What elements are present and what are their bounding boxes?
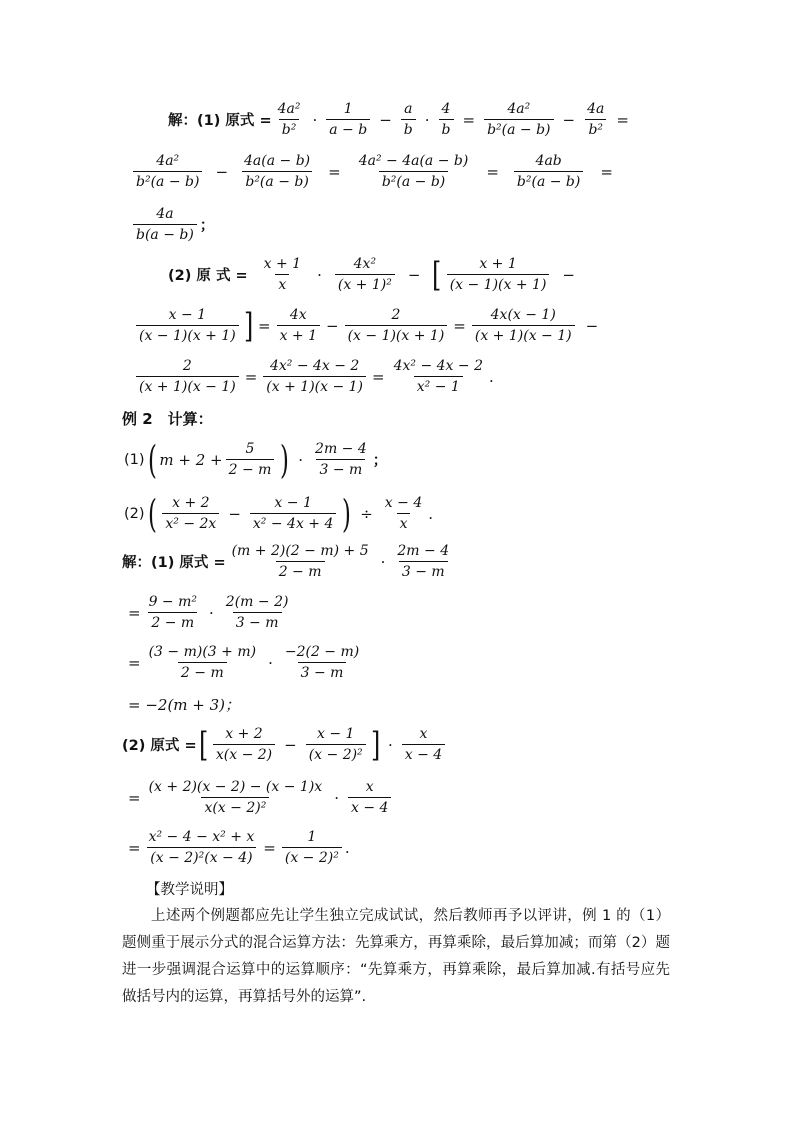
fraction: $\frac{(3 - m)(3 + m)}{2 - m}$ xyxy=(148,644,257,681)
fraction: $\frac{(m + 2)(2 - m) + 5}{2 - m}$ xyxy=(231,543,369,580)
question-label: (2) xyxy=(124,505,145,522)
solution-label: 解：(1) 原式 = xyxy=(168,113,272,129)
ex2-s3: = $\frac{(3 - m)(3 + m)}{2 - m}$ · $\frac{-2(2 - m)}{3 - m}$ xyxy=(126,643,365,682)
fraction: $\frac{x - 1}{\text{x² − 4x + 4}}$ xyxy=(250,494,336,533)
fraction: $\frac{x}{x - 4}$ xyxy=(402,725,445,764)
note-body: 上述两个例题都应先让学生独立完成试试，然后教师再予以评讲，例 1 的（1）题侧重于展示分式的混合运算方法：先算乘方，再算乘除，最后算加减；而第（2）题进一步强调混合运算中的运算顺序：“先算乘方，再算乘除，最后算加减.有括号应先做括号内的运算，再算括号外的运算”. xyxy=(122,908,670,1005)
fraction: $\frac{x + 1}{x}$ xyxy=(263,256,302,293)
fraction: $\frac{2}{(x + 1)(x - 1)}$ xyxy=(136,357,239,396)
ex2-s6: = $\frac{(x + 2)(x - 2) - (x - 1)x}{\text{x(x − 2)²}}$ · $\frac{x}{x - 4}$ xyxy=(126,778,394,817)
fraction: $\frac{x + 2}{\text{x² − 2x}}$ xyxy=(162,494,219,533)
fraction: $\frac{4a}{b(a - b)}$ xyxy=(133,205,197,244)
ex1-p2-line2: $\frac{x - 1}{(x - 1)(x + 1)}$ ] = $\frac{4x}{x + 1}$ − $\frac{2}{(x - 1)(x + 1)}$ = $\frac{4x(x - 1)}{(x + 1)(x - 1)}$ − xyxy=(133,306,606,345)
fraction: $\frac{x + 1}{(x - 1)(x + 1)}$ xyxy=(447,255,550,294)
note-heading: 【教学说明】 xyxy=(146,882,233,898)
fraction: $\frac{\text{4a²}}{\text{b²}}$ xyxy=(277,101,301,138)
fraction: $\frac{(x + 2)(x - 2) - (x - 1)x}{\text{x(x − 2)²}}$ xyxy=(148,779,323,816)
ex2-s4: = −2(m + 3)； xyxy=(128,696,241,714)
fraction: $\frac{x - 1}{\text{(x − 2)²}}$ xyxy=(306,725,366,764)
fraction: $\frac{x + 2}{x(x - 2)}$ xyxy=(213,725,275,764)
fraction: $\frac{4a(a - b)}{\text{b²(a − b)}}$ xyxy=(244,153,311,190)
part-label: (2) 原式 = xyxy=(122,738,197,754)
fraction: $\frac{x}{x - 4}$ xyxy=(348,778,391,817)
ex1-p1-line2: $\frac{\text{4a²}}{\text{b²(a − b)}}$ − $\frac{4a(a - b)}{\text{b²(a − b)}}$ = $\frac{\text{4a² − 4a(a − b)}}{\text{b²(a − b)}}$ = $\frac{4ab}{\text{b²(a − b)}}$ = xyxy=(130,152,627,191)
example-2-title: 例 2 计算： xyxy=(122,410,213,428)
ex1-p2-line3: $\frac{2}{(x + 1)(x - 1)}$ = $\frac{\text{4x² − 4x − 2}}{(x + 1)(x - 1)}$ = $\frac{\text{4x² − 4x − 2}}{\text{x² − 1}}$ . xyxy=(133,357,494,396)
fraction: $\frac{2(m - 2)}{3 - m}$ xyxy=(225,594,289,631)
fraction: $\frac{\text{x² − 4 − x² + x}}{\text{(x − 2)²(x − 4)}}$ xyxy=(148,829,255,866)
ex2-q2: (2) ( $\frac{x + 2}{\text{x² − 2x}}$ − $\frac{x - 1}{\text{x² − 4x + 4}}$ ) ÷ $\frac{x - 4}{x}$ . xyxy=(124,491,434,536)
fraction: $\frac{1}{a - b}$ xyxy=(326,100,370,139)
fraction: $\frac{\text{4x² − 4x − 2}}{(x + 1)(x - 1)}$ xyxy=(263,357,366,396)
fraction: $\frac{2}{(x - 1)(x + 1)}$ xyxy=(345,306,448,345)
fraction: $\frac{4}{b}$ xyxy=(439,100,454,139)
ex1-p1-line3: $\frac{4a}{b(a - b)}$ ； xyxy=(130,205,214,244)
fraction: $\frac{2m - 4}{3 - m}$ xyxy=(315,441,367,478)
ex1-p1-line1: 解：(1) 原式 = $\frac{\text{4a²}}{\text{b²}}$ · $\frac{1}{a - b}$ − $\frac{a}{b}$ · $\frac{4}{b}$ = $\frac{\text{4a²}}{\text{b²(a − b)}}$ − $\frac{4a}{\text{b²}}$ = xyxy=(168,101,629,138)
fraction: $\frac{\text{9 − m²}}{2 - m}$ xyxy=(148,594,198,631)
solution-label: 解：(1) 原式 = xyxy=(122,555,226,571)
fraction: $\frac{\text{4a²}}{\text{b²(a − b)}}$ xyxy=(133,152,202,191)
fraction: $\frac{\text{4a² − 4a(a − b)}}{\text{b²(a − b)}}$ xyxy=(358,153,469,190)
fraction: $\frac{4x(x - 1)}{(x + 1)(x - 1)}$ xyxy=(472,306,575,345)
ex1-p2-line1: (2) 原 式 = $\frac{x + 1}{x}$ · $\frac{\text{4x²}}{\text{(x + 1)²}}$ − [ $\frac{x + 1}{(x - 1)(x + 1)}$ − xyxy=(168,254,575,295)
fraction: $\frac{2m - 4}{3 - m}$ xyxy=(397,543,450,580)
part-label: (2) 原 式 = xyxy=(168,268,248,284)
fraction: $\frac{x - 4}{x}$ xyxy=(384,495,423,532)
ex2-s2: = $\frac{\text{9 − m²}}{2 - m}$ · $\frac{2(m - 2)}{3 - m}$ xyxy=(126,593,294,632)
ex2-s5: (2) 原式 = [ $\frac{x + 2}{x(x - 2)}$ − $\frac{x - 1}{\text{(x − 2)²}}$ ] · $\frac{x}{x - 4}$ xyxy=(122,725,448,764)
fraction: $\frac{5}{2 - m}$ xyxy=(226,440,275,479)
ex2-s7: = $\frac{\text{x² − 4 − x² + x}}{\text{(x − 2)²(x − 4)}}$ = $\frac{1}{\text{(x − 2)²}}$ . xyxy=(128,829,350,866)
fraction: $\frac{4a}{\text{b²}}$ xyxy=(587,101,605,138)
ex2-s1: 解：(1) 原式 = $\frac{(m + 2)(2 - m) + 5}{2 - m}$ · $\frac{2m - 4}{3 - m}$ xyxy=(122,542,455,581)
fraction: $\frac{x - 1}{(x - 1)(x + 1)}$ xyxy=(136,306,239,345)
fraction: $\frac{1}{\text{(x − 2)²}}$ xyxy=(282,828,342,867)
fraction: $\frac{a}{b}$ xyxy=(401,100,416,139)
ex2-q1: (1) ( m + 2 + $\frac{5}{2 - m}$ ) · $\frac{2m - 4}{3 - m}$ ； xyxy=(124,437,388,482)
fraction: $\frac{4ab}{\text{b²(a − b)}}$ xyxy=(514,152,583,191)
fraction: $\frac{-2(2 - m)}{3 - m}$ xyxy=(284,644,360,681)
fraction: $\frac{\text{4x²}}{\text{(x + 1)²}}$ xyxy=(335,255,395,294)
fraction: $\frac{\text{4x² − 4x − 2}}{\text{x² − 1}}$ xyxy=(393,358,483,395)
fraction: $\frac{4x}{x + 1}$ xyxy=(277,306,320,345)
question-label: (1) xyxy=(124,451,145,468)
fraction: $\frac{\text{4a²}}{\text{b²(a − b)}}$ xyxy=(484,100,553,139)
